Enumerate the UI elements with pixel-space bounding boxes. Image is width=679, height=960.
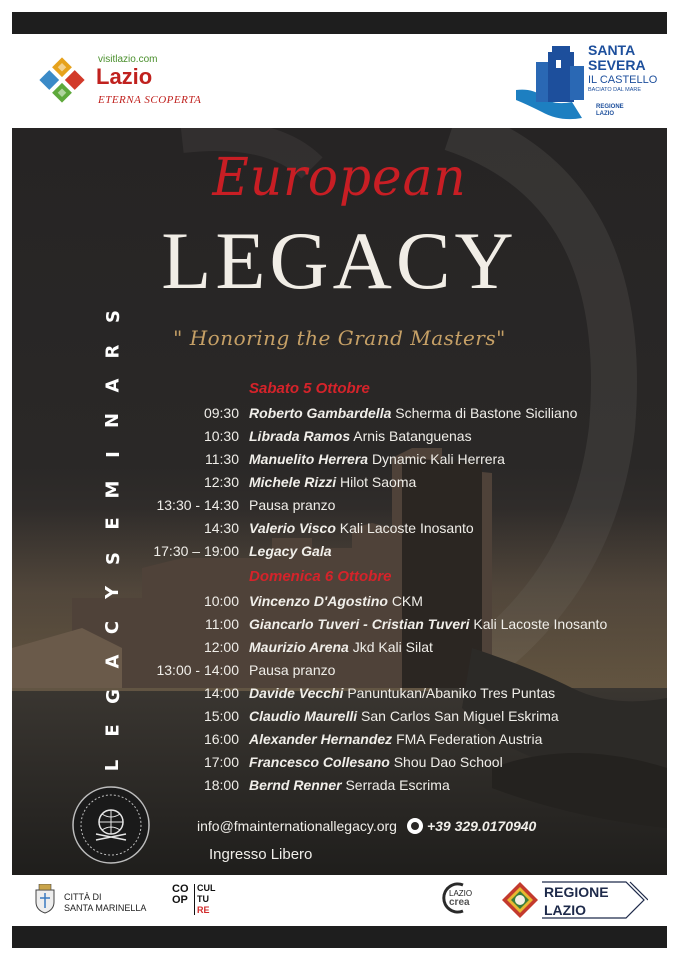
vertical-letter: G [102,688,124,704]
schedule-time: 12:00 [203,639,239,655]
vertical-letter: R [102,344,124,358]
bottom-bar [12,926,667,948]
seminar-topic: Serrada Escrima [345,777,450,793]
schedule-time: 14:00 [203,685,239,701]
title-european: European [212,146,467,208]
lazio-name: Lazio [96,64,153,89]
santa-line-4: BACIATO DAL MARE [588,87,642,93]
seminar-topic: Hilot Saoma [340,474,417,490]
title-subtitle: " Honoring the Grand Masters" [173,326,506,350]
instructor-name: Francesco Collesano [249,754,390,770]
seminar-topic: San Carlos San Miguel Eskrima [361,708,559,724]
laziocrea-line-2: crea [449,897,470,908]
whatsapp-icon [407,818,423,834]
instructor-name: Manuelito Herrera [249,451,369,467]
schedule-time: 10:00 [203,593,239,609]
instructor-name: Claudio Maurelli [249,708,358,724]
instructor-name: Roberto Gambardella [249,405,392,421]
top-bar [12,12,667,34]
schedule-row [12,754,667,776]
schedule-row [12,517,667,542]
santa-line-2: SEVERA [588,57,646,73]
santa-line-3: IL CASTELLO [588,74,658,86]
schedule-row: 11:00 Giancarlo Tuveri - Cristian Tuveri Kali Lacoste Inosanto [205,616,608,632]
vertical-letter: A [102,378,124,393]
santa-regione-badge: REGIONE LAZIO [596,104,624,117]
contact-line [197,818,536,834]
schedule-time: 18:00 [203,777,239,793]
seminar-topic: Dynamic Kali Herrera [371,451,505,467]
seminar-topic: Scherma di Bastone Siciliano [395,405,578,421]
vertical-letter: Y [102,586,124,600]
poster [12,128,667,875]
vertical-letter: N [102,412,124,428]
santa-severa-text [588,43,657,94]
schedule-time: 13:00 - 14:00 [156,662,239,678]
santa-line-1: SANTA [588,42,636,58]
title-legacy: LEGACY [161,215,518,306]
coop-cell: CO [172,883,189,895]
schedule-row [12,777,667,799]
instructor-name: Alexander Hernandez [249,731,393,747]
seminar-topic: Arnis Batanguenas [353,428,472,444]
lazio-crea-text [449,890,472,908]
schedule-row [12,405,667,427]
seminar-topic: Shou Dao School [393,754,503,770]
vertical-letter: E [102,517,124,530]
schedule-time: 11:00 [205,616,239,632]
santa-marinella-text [64,892,146,914]
vertical-letter: C [102,620,124,634]
coop-cell: RE [194,906,216,915]
instructor-name-2: Cristian Tuveri [371,616,470,632]
schedule-row [12,543,667,565]
regione-lazio-crest-icon [501,881,539,919]
vertical-letter: I [102,451,124,458]
instructor-name: Giancarlo Tuveri [249,616,360,632]
schedule-row [12,708,667,730]
vertical-letter: L [102,759,124,772]
schedule-row [12,685,667,707]
day1-heading: Sabato 5 Ottobre [249,380,370,397]
lazio-url: visitlazio.com [98,54,158,65]
contact-email[interactable]: info@fmainternationallegacy.org [197,818,397,834]
instructor-name: Davide Vecchi [249,685,344,701]
regione-lazio-text [544,884,609,919]
seminar-topic: Kali Lacoste Inosanto [339,520,474,536]
schedule-row [12,451,667,473]
coop-cell: OP [172,894,188,906]
instructor-name: Valerio Visco [249,520,336,536]
schedule-row [12,474,667,499]
seminar-topic: CKM [391,593,423,609]
seminar-topic: FMA Federation Austria [396,731,543,747]
schedule-row [12,731,667,753]
schedule-time: 13:30 - 14:30 [156,497,239,513]
instructor-name: Librada Ramos [249,428,351,444]
seminar-topic: Panuntukan/Abaniko Tres Puntas [347,685,556,701]
schedule-time: 14:30 [203,520,239,536]
schedule-time: 09:30 [203,405,239,421]
schedule-row [12,593,667,615]
entry-note: Ingresso Libero [209,846,313,863]
day2-heading: Domenica 6 Ottobre [249,568,392,585]
vertical-letter: M [102,480,124,499]
coop-culture-logo [172,884,216,918]
seminar-topic: Pausa pranzo [249,662,336,678]
schedule-time: 12:30 [203,474,239,490]
instructor-name: Maurizio Arena [249,639,349,655]
schedule-time: 11:30 [205,451,239,467]
marinella-line-2: SANTA MARINELLA [64,902,147,913]
coop-cell: TU [194,895,216,906]
vertical-letter: S [102,310,124,323]
schedule-time: 17:00 [203,754,239,770]
instructor-name: Bernd Renner [249,777,342,793]
instructor-name: Michele Rizzi [249,474,337,490]
vertical-letter: E [102,724,124,738]
schedule-row [12,662,667,684]
coop-cell: CUL [194,884,216,895]
schedule-row [12,428,667,450]
seminar-topic: Pausa pranzo [249,497,336,513]
contact-phone[interactable]: +39 329.0170940 [426,818,537,834]
schedule-time: 17:30 – 19:00 [153,543,239,559]
santa-marinella-crest-icon [34,884,56,914]
regione-line-2: LAZIO [544,901,586,918]
marinella-line-1: CITTÀ DI [64,892,102,902]
vertical-letter: S [102,551,124,565]
schedule-time: 10:30 [203,428,239,444]
vertical-letter: A [102,654,124,669]
event-name: Legacy Gala [249,543,332,559]
lazio-tagline: ETERNA SCOPERTA [98,94,202,106]
seminar-topic: Jkd Kali Silat [352,639,433,655]
schedule-row [12,497,667,519]
schedule-time: 15:00 [203,708,239,724]
regione-line-1: REGIONE [544,884,609,900]
schedule-time: 16:00 [203,731,239,747]
laziocrea-line-1: LAZIO [449,889,473,898]
schedule-row [12,639,667,661]
instructor-name: Vincenzo D'Agostino [249,593,388,609]
seminar-topic: Kali Lacoste Inosanto [473,616,608,632]
